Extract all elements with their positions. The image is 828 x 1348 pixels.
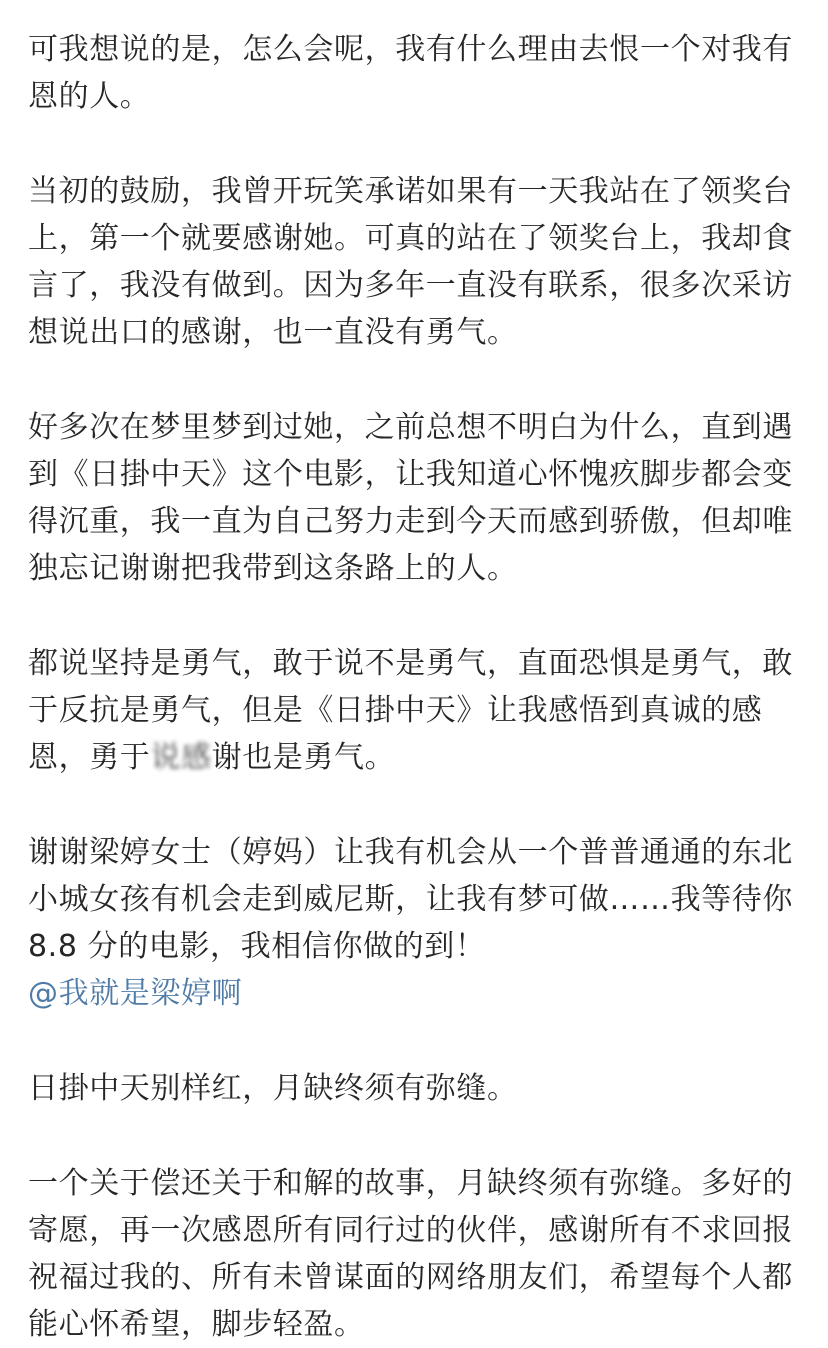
post-body [28,26,800,1348]
paragraph-1: 可我想说的是，怎么会呢，我有什么理由去恨一个对我有恩的人。 [28,32,793,114]
paragraph-4-text-start: 都说坚持是勇气，敢于说不是勇气，直面恐惧是勇气，敢于反抗是勇气，但是《日掛中天》让我感悟到真诚的感恩，勇于 [28,646,793,775]
paragraph-4 [28,640,800,781]
paragraph-6: 日掛中天别样红，月缺终须有弥缝。 [28,1071,518,1106]
blurred-text: 说感 [150,740,212,775]
paragraph-2: 当初的鼓励，我曾开玩笑承诺如果有一天我站在了领奖台上，第一个就要感谢她。可真的站在了领奖台上，我却食言了，我没有做到。因为多年一直没有联系，很多次采访想说出口的感谢，也一直没有勇气。 [28,174,793,350]
paragraph-4-text-end: 谢也是勇气。 [211,740,396,775]
paragraph-3: 好多次在梦里梦到过她，之前总想不明白为什么，直到遇到《日掛中天》这个电影，让我知道心怀愧疚脚步都会变得沉重，我一直为自己努力走到今天而感到骄傲，但却唯独忘记谢谢把我带到这条路上的人。 [28,410,793,586]
paragraph-7: 一个关于偿还关于和解的故事，月缺终须有弥缝。多好的寄愿，再一次感恩所有同行过的伙伴，感谢所有不求回报祝福过我的、所有未曾谋面的网络朋友们，希望每个人都能心怀希望，脚步轻盈。 [28,1166,793,1342]
paragraph-5: 谢谢梁婷女士（婷妈）让我有机会从一个普普通通的东北小城女孩有机会走到威尼斯，让我有梦可做……我等待你 8.8 分的电影，我相信你做的到！ [28,835,793,964]
user-mention-link[interactable]: @我就是梁婷啊 [28,976,243,1011]
